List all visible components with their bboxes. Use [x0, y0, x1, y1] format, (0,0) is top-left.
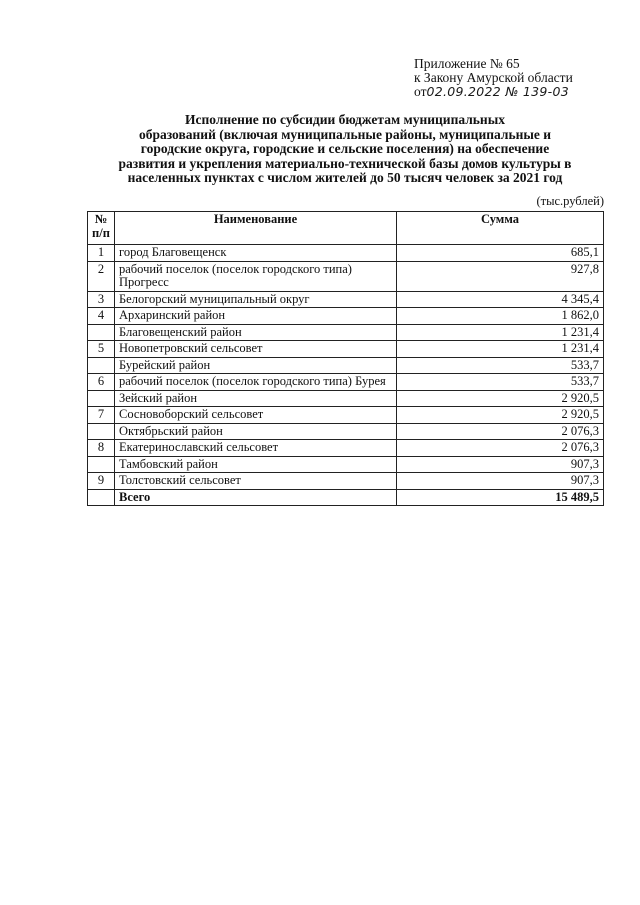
- row-sum: 2 076,3: [397, 423, 604, 440]
- row-number: [88, 357, 115, 374]
- row-name: Сосновоборский сельсовет: [115, 407, 397, 424]
- table-row: [88, 473, 604, 490]
- header-number-line1: №: [94, 212, 108, 226]
- row-sum: 927,8: [397, 261, 604, 291]
- row-number: [88, 390, 115, 407]
- row-number: [88, 423, 115, 440]
- row-number: 6: [88, 374, 115, 391]
- row-name: Екатеринославский сельсовет: [115, 440, 397, 457]
- table-header-row: [88, 212, 604, 245]
- row-number: [88, 456, 115, 473]
- handwritten-date-number: 02.09.2022 № 139-03: [426, 84, 569, 99]
- row-sum: 533,7: [397, 357, 604, 374]
- row-name: рабочий поселок (поселок городского типа) Бурея: [115, 374, 397, 391]
- appendix-header: [414, 57, 573, 99]
- row-number: 4: [88, 308, 115, 325]
- row-name: Новопетровский сельсовет: [115, 341, 397, 358]
- row-number: 8: [88, 440, 115, 457]
- row-name: Зейский район: [115, 390, 397, 407]
- row-name: Толстовский сельсовет: [115, 473, 397, 490]
- appendix-number: Приложение № 65: [414, 56, 520, 71]
- row-name: Архаринский район: [115, 308, 397, 325]
- table-row: [88, 291, 604, 308]
- row-sum: 1 862,0: [397, 308, 604, 325]
- appendix-law-reference: к Закону Амурской области: [414, 70, 573, 85]
- header-number-line2: п/п: [92, 225, 110, 240]
- row-sum: 2 076,3: [397, 440, 604, 457]
- title-line-3: городские округа, городские и сельские поселения) на обеспечение: [140, 141, 550, 156]
- table-row: [88, 308, 604, 325]
- row-sum: 907,3: [397, 473, 604, 490]
- row-sum: 907,3: [397, 456, 604, 473]
- title-line-4: развития и укрепления материально-технической базы домов культуры в: [118, 155, 572, 171]
- row-sum: 1 231,4: [397, 324, 604, 341]
- row-number: 1: [88, 245, 115, 262]
- header-sum: Сумма: [397, 212, 604, 245]
- total-sum: 15 489,5: [397, 489, 604, 506]
- table-row: [88, 390, 604, 407]
- appendix-date-line: [414, 85, 573, 99]
- table-row: [88, 261, 604, 291]
- row-sum: 2 920,5: [397, 390, 604, 407]
- row-number: 9: [88, 473, 115, 490]
- row-name: Октябрьский район: [115, 423, 397, 440]
- row-name: Тамбовский район: [115, 456, 397, 473]
- table-body: [88, 245, 604, 506]
- row-sum: 685,1: [397, 245, 604, 262]
- units-label: (тыс.рублей): [536, 194, 604, 208]
- table-row: [88, 324, 604, 341]
- table-row: [88, 440, 604, 457]
- total-number: [88, 489, 115, 506]
- table-row: [88, 245, 604, 262]
- table-row: [88, 341, 604, 358]
- table-row: [88, 374, 604, 391]
- row-number: 2: [88, 261, 115, 291]
- total-row: [88, 489, 604, 506]
- header-number: [88, 212, 115, 245]
- row-number: 3: [88, 291, 115, 308]
- table-row: [88, 423, 604, 440]
- row-sum: 4 345,4: [397, 291, 604, 308]
- row-sum: 533,7: [397, 374, 604, 391]
- row-name: Благовещенский район: [115, 324, 397, 341]
- total-label: Всего: [115, 489, 397, 506]
- title-line-2: образований (включая муниципальные районы, муниципальные и: [138, 126, 552, 142]
- header-name: Наименование: [115, 212, 397, 245]
- document-title: [86, 113, 604, 186]
- row-sum: 1 231,4: [397, 341, 604, 358]
- row-name: город Благовещенск: [115, 245, 397, 262]
- row-number: 7: [88, 407, 115, 424]
- subsidy-table: [87, 211, 604, 506]
- row-name: Белогорский муниципальный округ: [115, 291, 397, 308]
- row-sum: 2 920,5: [397, 407, 604, 424]
- row-name: рабочий поселок (поселок городского типа) Прогресс: [115, 261, 397, 291]
- row-number: 5: [88, 341, 115, 358]
- table-row: [88, 456, 604, 473]
- title-line-5: населенных пунктах с числом жителей до 50 тысяч человек за 2021 год: [127, 170, 563, 185]
- row-number: [88, 324, 115, 341]
- title-line-1: Исполнение по субсидии бюджетам муниципальных: [184, 112, 505, 127]
- table-row: [88, 407, 604, 424]
- appendix-from-prefix: от: [414, 84, 427, 99]
- table-row: [88, 357, 604, 374]
- row-name: Бурейский район: [115, 357, 397, 374]
